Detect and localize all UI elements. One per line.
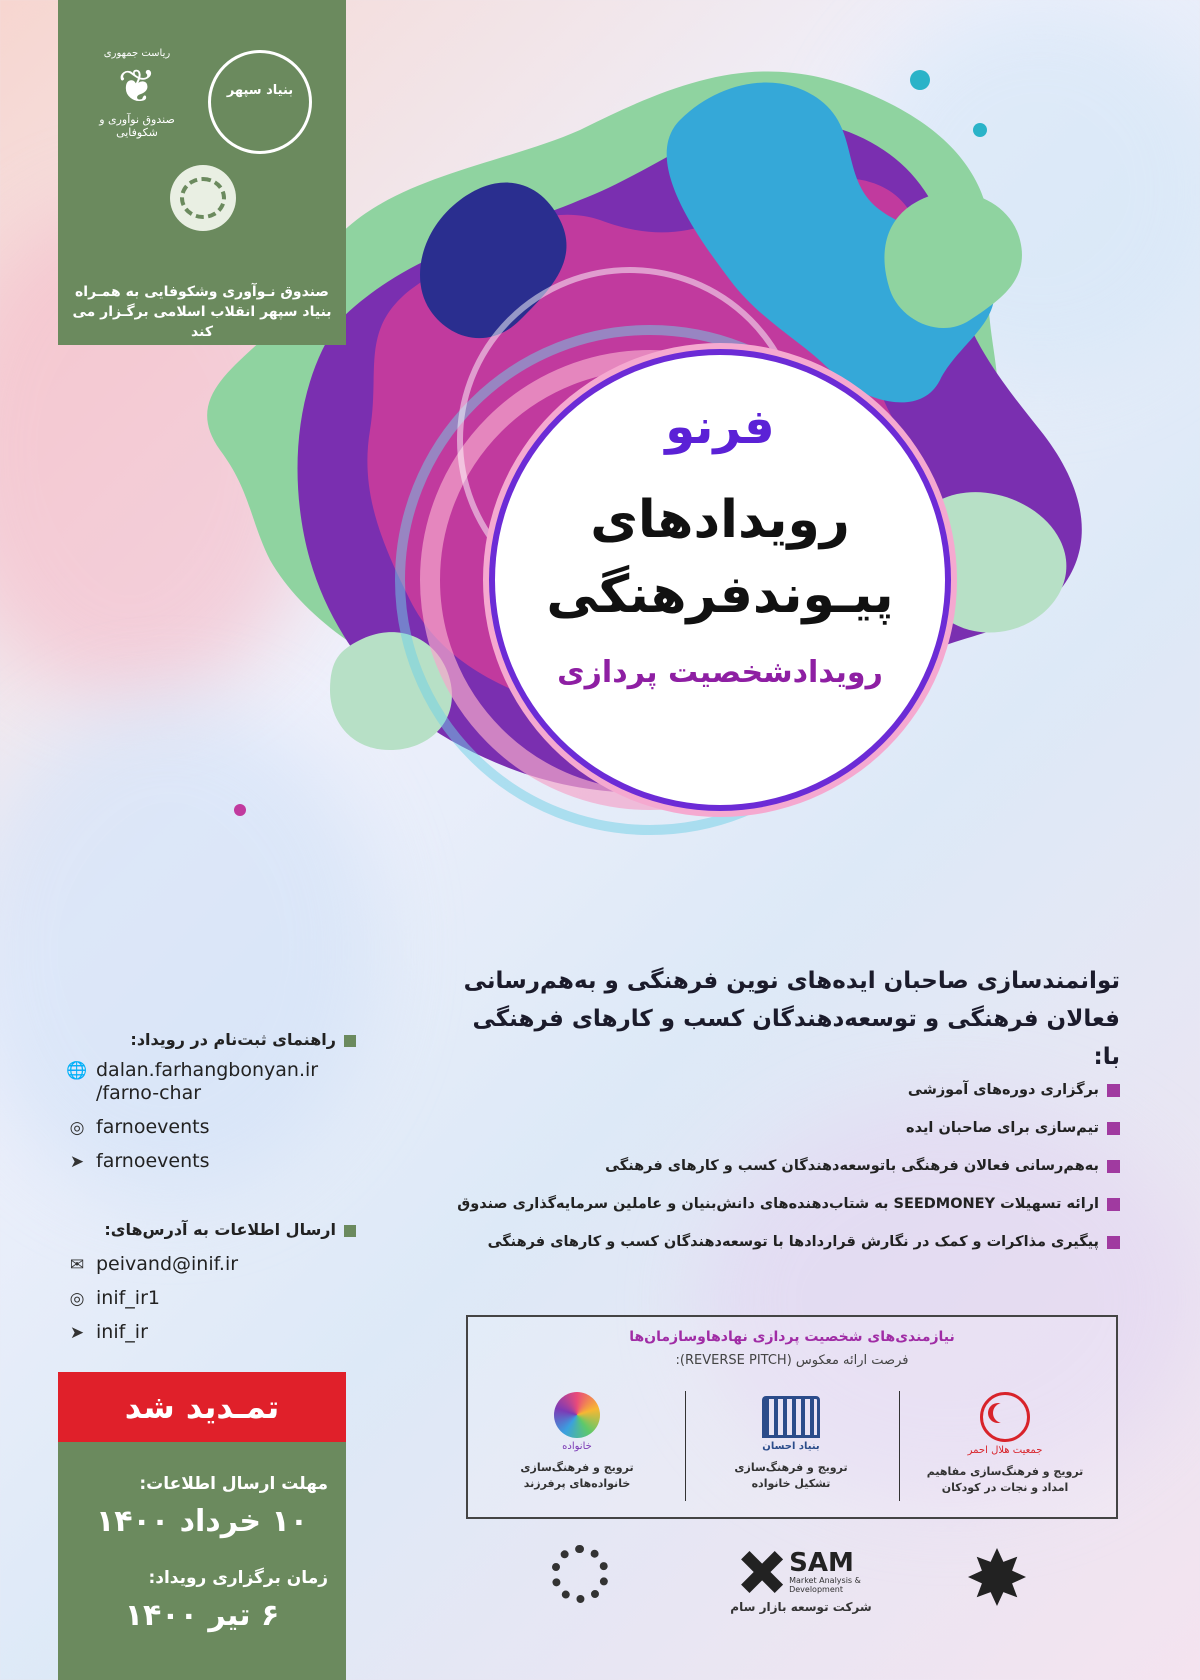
list-item-text: برگزاری دوره‌های آموزشی bbox=[907, 1082, 1099, 1098]
sepehr-emblem-icon bbox=[170, 165, 236, 231]
bullet-square-icon bbox=[344, 1225, 356, 1237]
org-caption-line-1: ترویج و فرهنگ‌سازی مفاهیم bbox=[926, 1465, 1084, 1478]
sam-logo bbox=[716, 1550, 886, 1614]
event-subtitle: رویدادشخصیت پردازی bbox=[557, 655, 883, 690]
email-link[interactable] bbox=[66, 1249, 356, 1283]
dots-logo bbox=[540, 1545, 620, 1603]
sponsor-text bbox=[68, 282, 336, 342]
registration-telegram-link[interactable] bbox=[66, 1146, 356, 1180]
bullet-square-icon bbox=[1107, 1160, 1120, 1173]
building-icon bbox=[762, 1396, 820, 1438]
description-line-2: فعالان فرهنگی و توسعه‌دهندگان کسب و کارهای فرهنگی با: bbox=[472, 1006, 1120, 1070]
innovation-fund-top-text: ریاست جمهوری bbox=[103, 48, 171, 59]
list-item bbox=[430, 1154, 1120, 1192]
deadline-value: ۱۰ خرداد ۱۴۰۰ bbox=[95, 1504, 309, 1539]
sponsor-line-2: بنیاد سپهر انقلاب اسلامی برگـزار می کند bbox=[72, 304, 332, 340]
flower-icon bbox=[554, 1392, 600, 1438]
reverse-pitch-subtitle: فرصت ارائه معکوس (REVERSE PITCH): bbox=[675, 1353, 909, 1368]
mail-icon: ✉ bbox=[69, 1255, 85, 1275]
org-caption-line-2: خانواده‌های پرفرزند bbox=[523, 1477, 631, 1490]
event-description bbox=[440, 962, 1120, 1076]
innovation-fund-caption: صندوق نوآوری و شکوفایی bbox=[99, 113, 175, 139]
bullet-square-icon bbox=[1107, 1122, 1120, 1135]
bullet-square-icon bbox=[1107, 1236, 1120, 1249]
divider bbox=[899, 1391, 900, 1501]
sam-sub-1: Market Analysis & bbox=[789, 1576, 861, 1585]
sam-caption: شرکت توسعه بازار سام bbox=[730, 1600, 872, 1614]
list-item bbox=[430, 1192, 1120, 1230]
instagram-icon: ◎ bbox=[69, 1289, 85, 1309]
bullet-square-icon bbox=[1107, 1198, 1120, 1211]
red-crescent-icon bbox=[980, 1392, 1030, 1442]
globe-icon: 🌐 bbox=[66, 1061, 88, 1081]
list-item-text: ارائه تسهیلات SEEDMONEY به شتاب‌دهنده‌های دانش‌بنیان و عاملین سرمایه‌گذاری صندوق bbox=[457, 1196, 1099, 1212]
title-line-2: پیـوندفرهنگی bbox=[546, 565, 894, 625]
email-text[interactable]: peivand@inif.ir bbox=[96, 1253, 239, 1275]
org-red-crescent bbox=[902, 1392, 1108, 1502]
event-title-disc bbox=[495, 355, 945, 805]
leaf-icon: ❦ bbox=[117, 59, 157, 113]
org-family bbox=[474, 1392, 680, 1502]
sam-puzzle-icon bbox=[741, 1551, 783, 1593]
org-logo-text: جمعیت هلال احمر bbox=[967, 1445, 1043, 1456]
instagram-icon: ◎ bbox=[69, 1118, 85, 1138]
bullet-square-icon bbox=[1107, 1084, 1120, 1097]
sponsor-logo-caption: بنیاد سپهر bbox=[226, 83, 294, 98]
telegram-icon: ➤ bbox=[69, 1152, 85, 1172]
sponsor-panel bbox=[58, 0, 346, 345]
registration-heading-text: راهنمای ثبت‌نام در رویداد: bbox=[130, 1030, 336, 1049]
contact-telegram-link[interactable] bbox=[66, 1317, 356, 1351]
sponsor-line-1: صندوق نـوآوری وشکوفایی به همـراه bbox=[75, 284, 329, 300]
list-item bbox=[430, 1230, 1120, 1268]
org-caption-line-2: تشکیل خانواده bbox=[751, 1477, 831, 1490]
contact-heading bbox=[66, 1220, 356, 1239]
org-logo-text: خانواده bbox=[562, 1441, 592, 1452]
star-emblem-icon bbox=[968, 1548, 1026, 1606]
title-line-1: رویدادهای bbox=[590, 490, 850, 550]
divider bbox=[685, 1391, 686, 1501]
description-line-1: توانمندسازی صاحبان ایده‌های نوین فرهنگی و به‌هم‌رسانی bbox=[463, 968, 1120, 994]
website-link[interactable] bbox=[66, 1059, 356, 1104]
list-item-text: پیگیری مذاکرات و کمک در نگارش قراردادها با توسعه‌دهندگان کسب و کارهای فرهنگی bbox=[487, 1234, 1099, 1250]
org-ehsan bbox=[688, 1392, 894, 1502]
innovation-fund-logo bbox=[82, 48, 192, 158]
telegram-icon: ➤ bbox=[69, 1323, 85, 1343]
org-caption bbox=[902, 1464, 1108, 1496]
registration-telegram-text[interactable]: farnoevents bbox=[96, 1150, 210, 1172]
list-item bbox=[430, 1116, 1120, 1154]
sam-sub-2: Development bbox=[789, 1585, 843, 1594]
dates-panel bbox=[58, 1442, 346, 1680]
sponsor-logo-circle bbox=[208, 50, 312, 154]
sam-name: SAM bbox=[789, 1548, 854, 1578]
dots-ring-icon bbox=[551, 1545, 609, 1603]
org-caption bbox=[688, 1460, 894, 1492]
contact-telegram-text[interactable]: inif_ir bbox=[96, 1321, 148, 1343]
contact-heading-text: ارسال اطلاعات به آدرس‌های: bbox=[104, 1220, 336, 1239]
event-date-value: ۶ تیر ۱۴۰۰ bbox=[124, 1598, 280, 1633]
registration-heading bbox=[66, 1030, 356, 1049]
website-line-1[interactable]: dalan.farhangbonyan.ir bbox=[96, 1059, 319, 1081]
list-item-text: تیم‌سازی برای صاحبان ایده bbox=[906, 1120, 1099, 1136]
org-caption-line-2: امداد و نجات در کودکان bbox=[941, 1481, 1069, 1494]
reverse-pitch-box bbox=[466, 1315, 1118, 1519]
farno-logo: فرنو bbox=[665, 399, 775, 455]
org-logo-text: بنیاد احسان bbox=[762, 1441, 820, 1452]
org-caption-line-1: ترویج و فرهنگ‌سازی bbox=[520, 1461, 634, 1474]
deadline-label: مهلت ارسال اطلاعات: bbox=[139, 1474, 328, 1494]
event-date-label: زمان برگزاری رویداد: bbox=[148, 1568, 328, 1588]
org-caption-line-1: ترویج و فرهنگ‌سازی bbox=[734, 1461, 848, 1474]
contact-section bbox=[66, 1220, 356, 1351]
benefits-list bbox=[430, 1078, 1120, 1268]
list-item bbox=[430, 1078, 1120, 1116]
contact-instagram-link[interactable] bbox=[66, 1283, 356, 1317]
bullet-square-icon bbox=[344, 1035, 356, 1047]
star-logo bbox=[962, 1548, 1032, 1606]
extended-badge: تمـدید شد bbox=[58, 1372, 346, 1442]
registration-instagram-link[interactable] bbox=[66, 1112, 356, 1146]
reverse-pitch-title: نیازمندی‌های شخصیت پردازی نهادهاوسازمان‌ها bbox=[629, 1329, 955, 1345]
list-item-text: به‌هم‌رسانی فعالان فرهنگی باتوسعه‌دهندگان کسب و کارهای فرهنگی bbox=[605, 1158, 1099, 1174]
registration-instagram-text[interactable]: farnoevents bbox=[96, 1116, 210, 1138]
registration-section bbox=[66, 1030, 356, 1180]
contact-instagram-text[interactable]: inif_ir1 bbox=[96, 1287, 160, 1309]
org-caption bbox=[474, 1460, 680, 1492]
website-line-2[interactable]: /farno-char bbox=[96, 1082, 202, 1104]
